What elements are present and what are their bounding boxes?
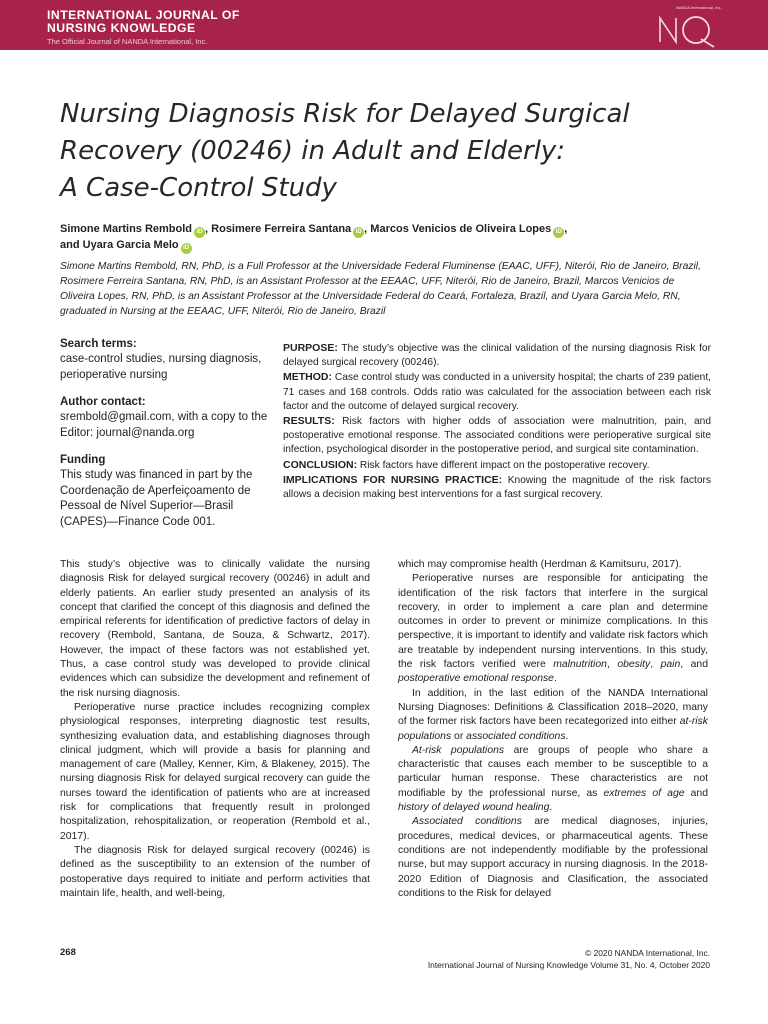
title-line-3: A Case-Control Study (60, 173, 337, 203)
abstract-label: METHOD: (283, 371, 332, 384)
author-list (60, 222, 720, 254)
italic-term: history of delayed wound healing (398, 802, 550, 814)
italic-term: pain (660, 659, 681, 671)
orcid-icon[interactable]: iD (553, 227, 564, 238)
body-paragraph: The diagnosis Risk for delayed surgical recovery (00246) is defined as the susceptibility to an extension of the number of postoperative days required to initiate and perform activities that maintain life, health, and well-being, (60, 844, 370, 899)
author-name: Uyara Garcia Melo (82, 239, 179, 251)
title-line-1: Nursing Diagnosis Risk for Delayed Surgical (60, 99, 630, 129)
abstract-text: Knowing the magnitude of the risk factors allows a decision making best interventions for a fast surgical recovery. (283, 474, 711, 501)
author-contact-heading: Author contact: (60, 396, 146, 408)
text-run: , (650, 659, 661, 671)
author-prefix: and (60, 239, 83, 251)
author-name: Marcos Venicios de Oliveira Lopes (370, 223, 552, 235)
abstract-implications (283, 473, 711, 502)
abstract-text: Risk factors with higher odds of association were malnutrition, pain, and postoperative emotional response. The associated conditions were perioperative surgical site infection, psychological disorder in the postoperative period, and surgical site contamination. (283, 416, 711, 456)
search-terms-text: case-control studies, nursing diagnosis, perioperative nursing (60, 353, 262, 381)
body-column-right (398, 558, 708, 901)
author-separator: , (364, 223, 371, 235)
logo-caption: NANDA International, Inc. (676, 5, 722, 10)
italic-term: at-risk populations (398, 716, 708, 742)
abstract-text: Case control study was conducted in a university hospital; the charts of 239 patient, 71 cases and 168 controls. Odds ratio was calculated for the association between each risk factor and the outcome of delayed surgical recovery. (283, 372, 711, 412)
article-title (60, 96, 720, 207)
body-paragraph (398, 687, 708, 744)
body-paragraph: This study’s objective was to clinically validate the nursing diagnosis Risk for delayed surgical recovery (00246) in adult and elderly patients. An earlier study presented an analysis of its concept that clarified the concept of this diagnosis and defined the empirical referents for identification of predictive factors of delay in recovery (Rembold, Santana, de Souza, & Schwartz, 2017). However, the impact of these factors was not established yet. Thus, a case control study was developed to provide clinical evidences which can subsidize the development and refinement of the risk nursing diagnosis. (60, 559, 370, 699)
journal-subtitle: The Official Journal of NANDA International, Inc. (47, 37, 208, 46)
abstract-purpose (283, 341, 711, 370)
journal-name-line1: INTERNATIONAL JOURNAL OF (47, 8, 240, 22)
abstract-results (283, 414, 711, 458)
italic-term: Associated conditions (412, 816, 522, 828)
title-line-2: Recovery (00246) in Adult and Elderly: (60, 136, 566, 166)
abstract-label: RESULTS: (283, 415, 335, 428)
footer-citation (428, 947, 710, 971)
funding-section (60, 453, 270, 530)
text-run: and (684, 787, 708, 799)
journal-banner (0, 0, 768, 50)
text-run: . (549, 802, 553, 814)
orcid-icon[interactable]: iD (194, 227, 205, 238)
text-run: , and (680, 659, 708, 671)
abstract (283, 341, 711, 502)
author-name: Simone Martins Rembold (60, 223, 193, 235)
italic-term: obesity (617, 659, 651, 671)
funding-heading: Funding (60, 454, 106, 466)
author-name: Rosimere Ferreira Santana (211, 223, 352, 235)
abstract-text: The study’s objective was the clinical validation of the nursing diagnosis Risk for delayed surgical recovery (00246). (283, 343, 711, 369)
author-affiliations: Simone Martins Rembold, RN, PhD, is a Full Professor at the Universidade Federal Fluminense (EAAC, UFF), Niterói, Rio de Janeiro, Brazil, Rosimere Ferreira Santana, RN, PhD, is an Assistant Professor at the EEAAC, UFF, Niterói, Rio de Janeiro, Brazil, Marcos Venicios de Oliveira Lopes, RN, PhD, is an Assistant Professor at the Universidade Federal do Ceará, Fortaleza, Brazil, and Uyara Garcia Melo, RN, graduated in Nursing at the EEAAC, UFF, Niterói, Rio de Janeiro, Brazil (60, 261, 701, 317)
text-run: are medical diagnoses, injuries, procedures, medical devices, or pharmaceutical agents. These conditions are not independently modifiable by the professional nurse, but may support accuracy in nursing diagnosis. In the 2018-2020 Edition of Diagnosis and Clasification, the associated conditions to the Risk for delayed (398, 816, 708, 899)
abstract-label: IMPLICATIONS FOR NURSING PRACTICE: (283, 473, 503, 486)
copyright-line: © 2020 NANDA International, Inc. (585, 948, 710, 958)
text-run: , (606, 659, 618, 671)
text-run: In addition, in the last edition of the NANDA International Nursing Diagnoses: Definitions & Classification 2018–2020, many of the former risk factors have been recategorized into either (398, 687, 708, 728)
italic-term: At-risk populations (412, 744, 505, 756)
body-column-left (60, 558, 370, 901)
search-terms-section (60, 337, 270, 383)
journal-name-line2: NURSING KNOWLEDGE (47, 21, 196, 35)
text-run: Perioperative nurses are responsible for anticipating the identification of the risk factors that interfere in the surgical recovery, in order to implement a care plan and determine outcomes in order to prevent or minimize complications. In this perspective, it is important to identify and validate risk factors which are treatable by independent nursing interventions. In this study, the risk factors verified were (398, 573, 708, 671)
body-paragraph (398, 744, 708, 815)
article-sidebar (60, 337, 270, 542)
abstract-text: Risk factors have different impact on the postoperative recovery. (357, 459, 650, 471)
body-paragraph (398, 815, 708, 901)
page-number: 268 (60, 947, 76, 958)
abstract-label: CONCLUSION: (283, 458, 358, 471)
abstract-method (283, 370, 711, 414)
nanda-logo (650, 4, 722, 48)
body-paragraph: which may compromise health (Herdman & Kamitsuru, 2017). (398, 559, 682, 570)
abstract-label: PURPOSE: (283, 342, 338, 354)
body-paragraph (398, 572, 708, 686)
funding-text: This study was financed in part by the Coordenação de Aperfeiçoamento de Pessoal de Nível Superior—Brasil (CAPES)—Finance Code 001. (60, 469, 253, 528)
text-run: . (553, 673, 557, 685)
abstract-conclusion (283, 458, 711, 473)
orcid-icon[interactable]: iD (353, 227, 364, 238)
italic-term: associated conditions (466, 730, 566, 742)
author-separator: , (205, 223, 212, 235)
text-run: or (451, 730, 467, 742)
body-paragraph: Perioperative nurse practice includes recognizing complex physiological responses, interpreting diagnostic test results, synthesizing evaluation data, and establishing diagnoses through clinical judgment, which will provide a basis for planning and management of care (Malley, Kenner, Kim, & Blakeney, 2015). The nursing diagnosis Risk for delayed surgical recovery can guide the nurses toward the identification of patients who are at increased risk for complications that frequently result in prolonged hospitalization, rehospitalization, or reoperation (Rembold et al., 2017). (60, 701, 370, 842)
italic-term: postoperative emotional response (398, 673, 554, 685)
author-contact-section (60, 395, 270, 441)
text-run: . (565, 730, 569, 742)
author-separator: , (564, 223, 568, 235)
italic-term: malnutrition (553, 659, 607, 671)
italic-term: extremes of age (603, 787, 685, 799)
orcid-icon[interactable]: iD (181, 243, 192, 254)
search-terms-heading: Search terms: (60, 338, 137, 350)
journal-citation-line: International Journal of Nursing Knowledge Volume 31, No. 4, October 2020 (427, 960, 710, 970)
nq-logo-icon (656, 12, 718, 48)
author-contact-text: srembold@gmail.com, with a copy to the Editor: journal@nanda.org (60, 411, 268, 439)
text-run: are groups of people who share a characteristic that causes each member to be susceptible to a particular human response. These characteristics are not modifiable by the professional nurse, as (398, 744, 708, 799)
